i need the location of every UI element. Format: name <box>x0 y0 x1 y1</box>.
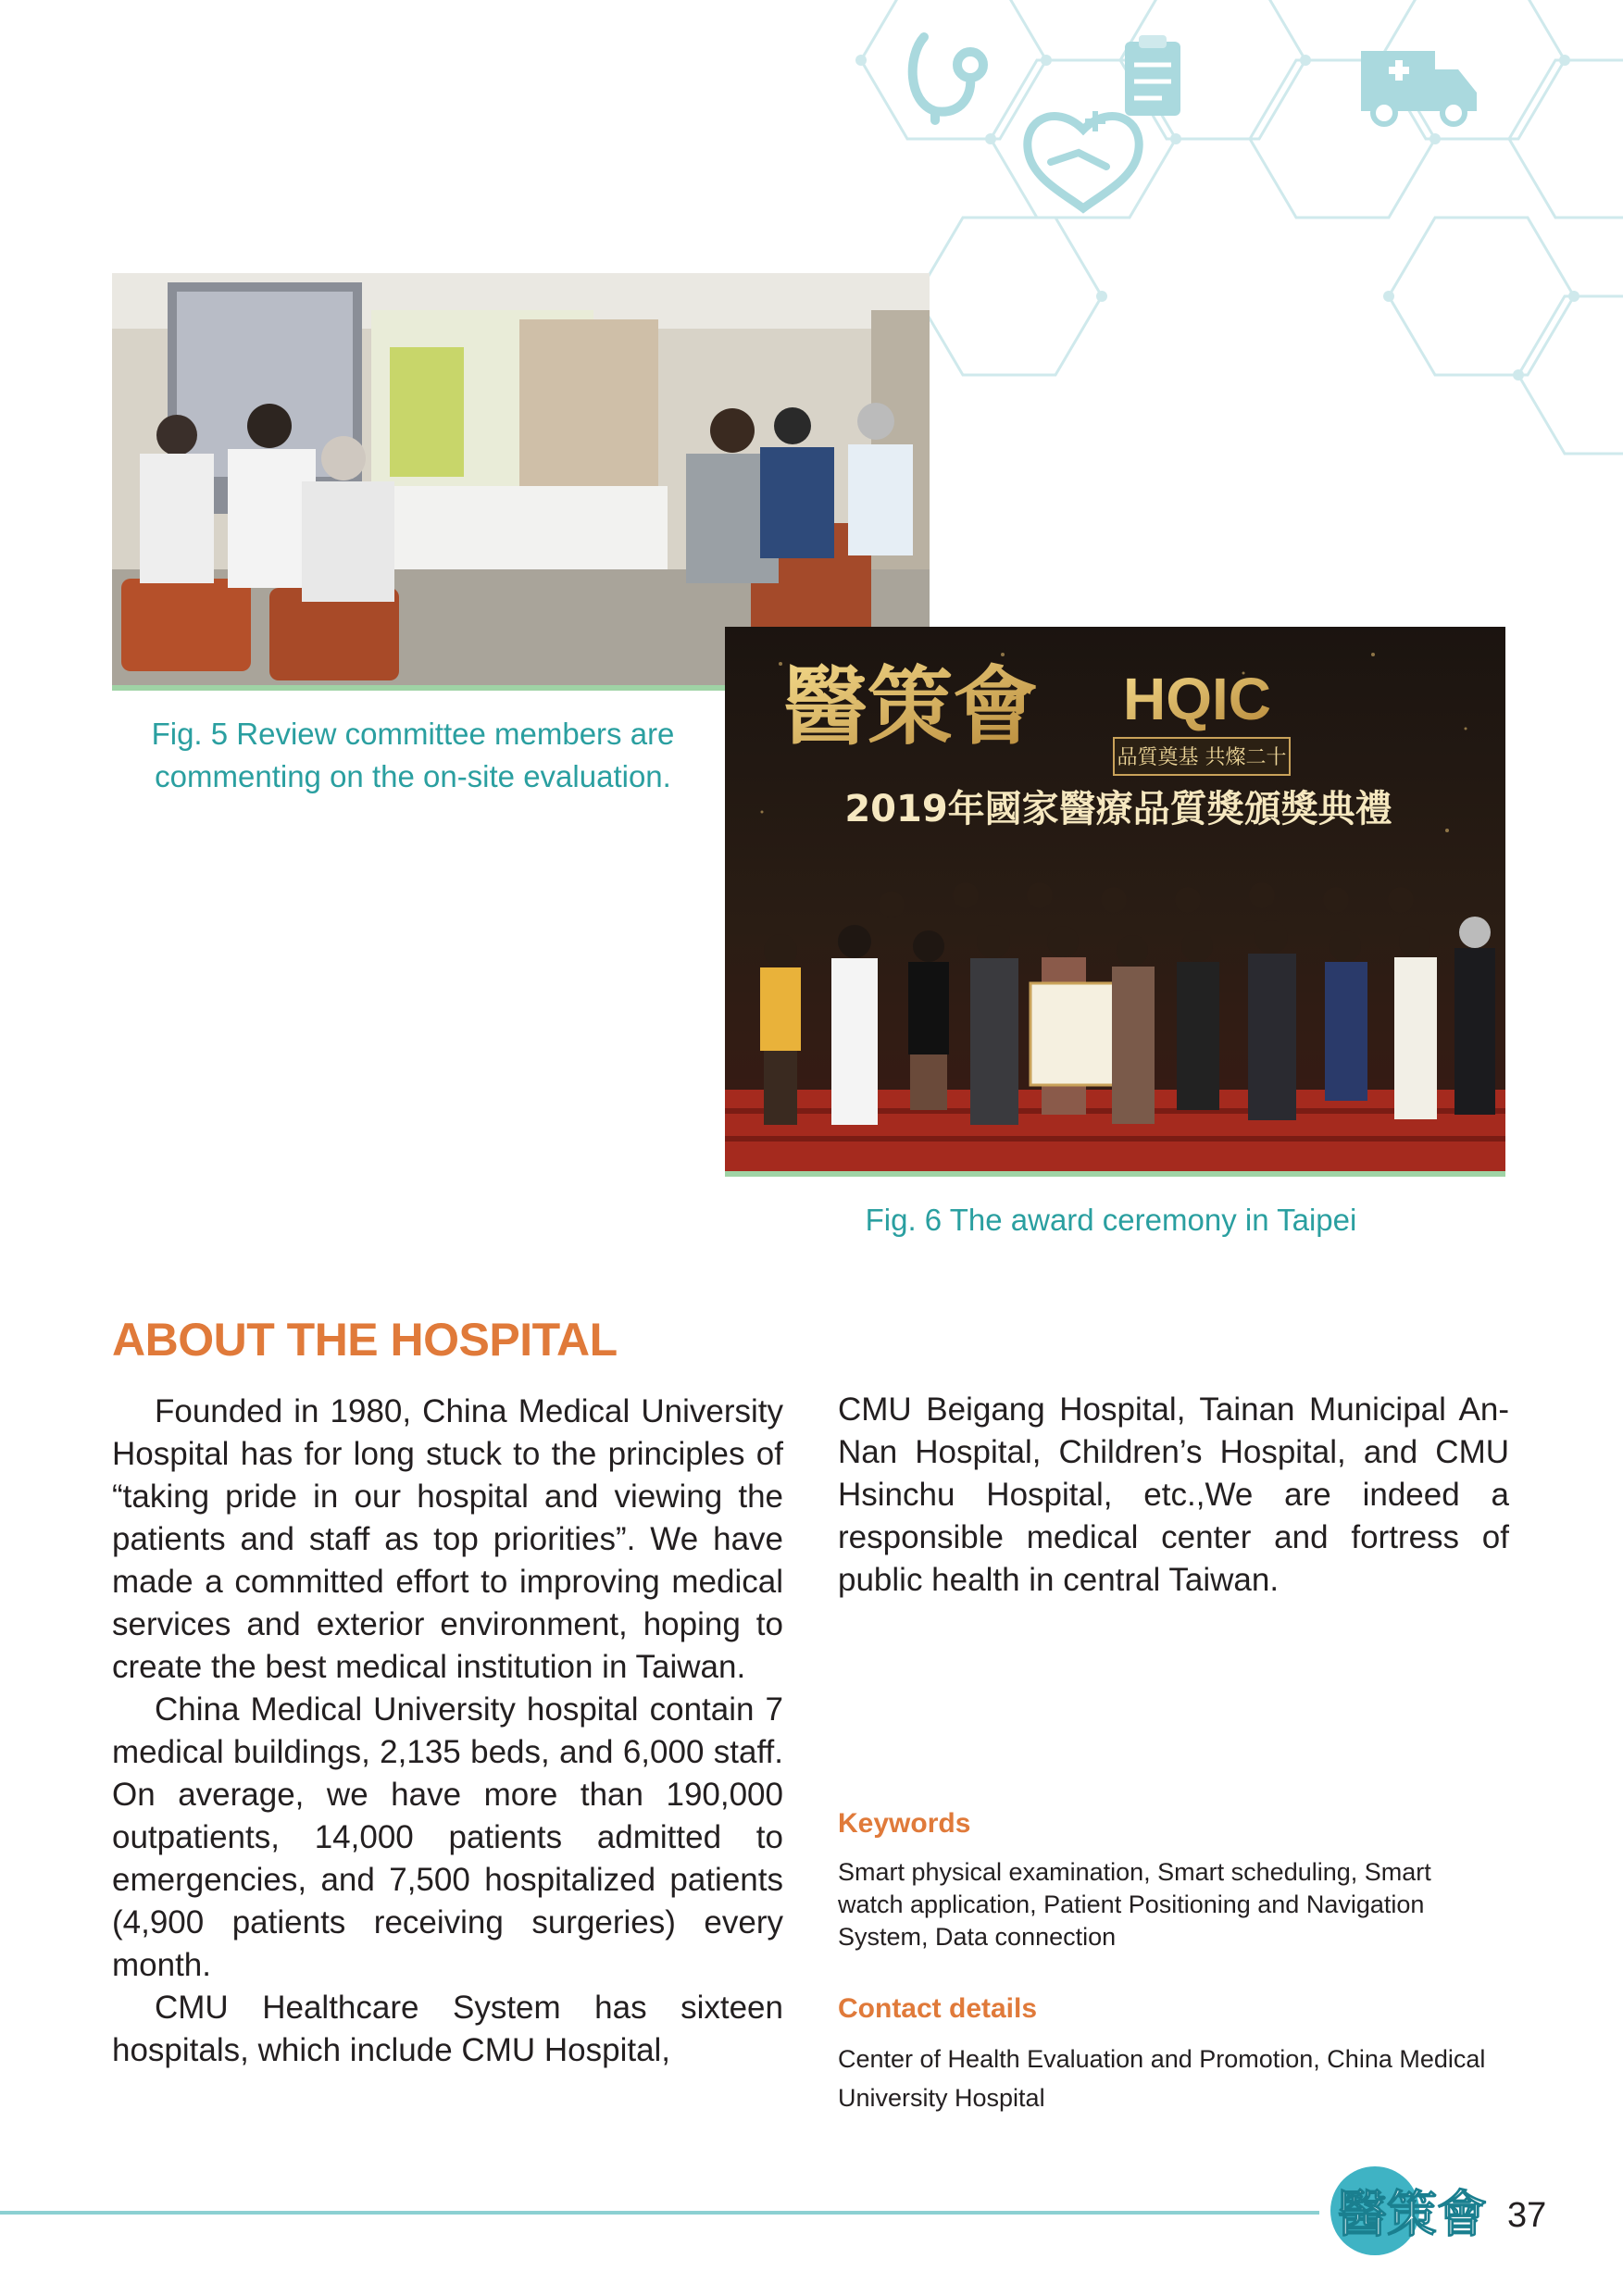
page-number: 37 <box>1507 2196 1547 2235</box>
footer-logo <box>1319 2157 1504 2259</box>
section-title: ABOUT THE HOSPITAL <box>112 1314 618 1366</box>
footer-rule <box>0 2211 1319 2215</box>
heart-hands-icon <box>1028 111 1139 208</box>
banner-brand-text: HQIC <box>1123 666 1271 732</box>
banner-logo-text: 醫策會 <box>781 656 1039 756</box>
body-paragraph: CMU Healthcare System has sixteen hospitals, which include CMU Hospital, <box>112 1990 783 2068</box>
clipboard-icon <box>1125 35 1180 116</box>
keywords-text: Smart physical examination, Smart scheduling, Smart watch application, Patient Positioning and Navigation System, Data connection <box>838 1858 1431 1951</box>
body-paragraph: China Medical University hospital contain 7 medical buildings, 2,135 beds, and 6,000 staff. On average, we have more than 190,000 outpatients, 14,000 patients admitted to emergencies, and 7,500 hospitalized patients (4,900 patients receiving surgeries) every month. <box>112 1691 783 1983</box>
body-column-left <box>112 1391 783 2072</box>
body-column-right <box>838 1389 1509 1602</box>
figure-5-caption-line-1: Fig. 5 Review committee members are <box>151 717 675 751</box>
stethoscope-icon <box>913 37 983 120</box>
contact-text: Center of Health Evaluation and Promotion, China Medical University Hospital <box>838 2045 1486 2112</box>
body-paragraph-continued: CMU Beigang Hospital, Tainan Municipal An-Nan Hospital, Children’s Hospital, and CMU Hsinchu Hospital, etc.,We are indeed a responsible medical center and fortress of public health in central Taiwan. <box>838 1391 1509 1598</box>
footer-logo-text: 醫策會 <box>1337 2184 1487 2243</box>
figure-6-caption: Fig. 6 The award ceremony in Taipei <box>865 1203 1357 1237</box>
figure-5-caption-line-2: commenting on the on-site evaluation. <box>155 759 671 793</box>
figure-5-caption <box>112 713 714 798</box>
banner-title-text: 2019年國家醫療品質獎頒獎典禮 <box>844 788 1392 830</box>
contact-heading: Contact details <box>838 1993 1038 2024</box>
body-paragraph: Founded in 1980, China Medical University Hospital has for long stuck to the principles of “taking pride in our hospital and viewing the patients and staff as top priorities”. We have made a committed effort to improving medical services and exterior environment, hoping to create the best medical institution in Taiwan. <box>112 1393 783 1685</box>
banner-slogan-text: 品質奠基 共燦二十 <box>1117 746 1287 769</box>
keywords-heading: Keywords <box>838 1808 971 1839</box>
figure-6-photo <box>725 627 1505 1177</box>
